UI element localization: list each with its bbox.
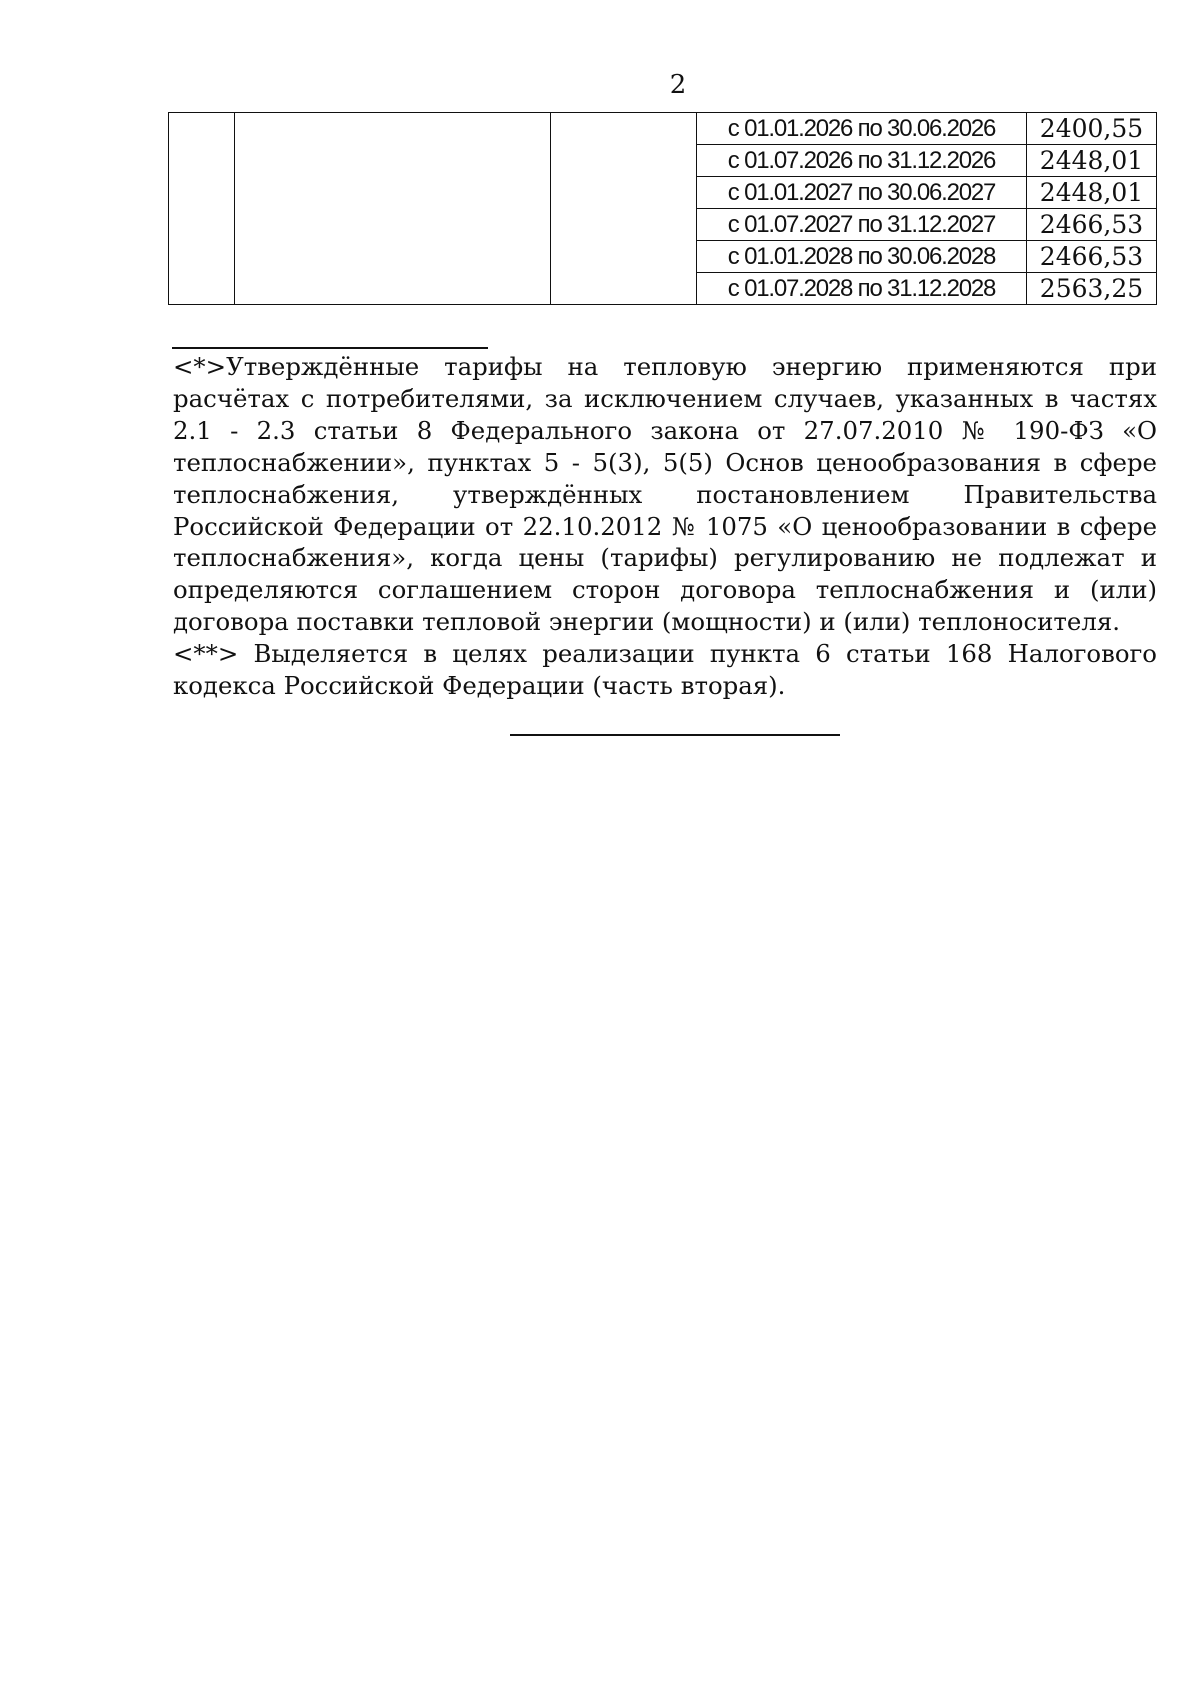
- footnote-two-star: <**> Выделяется в целях реализации пункта 6 статьи 168 Налогового кодекса Российской Федерации (часть вторая).: [173, 639, 1157, 701]
- tariff-value-cell: 2466,53: [1027, 241, 1157, 273]
- footnotes: [173, 351, 1157, 702]
- end-of-document-rule: [510, 734, 840, 736]
- tariff-table-body: [169, 113, 1157, 305]
- period-cell: с 01.07.2026 по 31.12.2026: [697, 145, 1027, 177]
- period-cell: с 01.01.2028 по 30.06.2028: [697, 241, 1027, 273]
- index-cell: [169, 113, 235, 305]
- period-cell: с 01.01.2026 по 30.06.2026: [697, 113, 1027, 145]
- unit-cell: [551, 113, 697, 305]
- footnote-separator: [172, 347, 488, 349]
- period-cell: с 01.01.2027 по 30.06.2027: [697, 177, 1027, 209]
- tariff-value-cell: 2448,01: [1027, 145, 1157, 177]
- tariff-value-cell: 2563,25: [1027, 273, 1157, 305]
- tariff-value-cell: 2400,55: [1027, 113, 1157, 145]
- table-row: [169, 113, 1157, 145]
- period-cell: с 01.07.2027 по 31.12.2027: [697, 209, 1027, 241]
- page-number: 2: [669, 70, 687, 100]
- period-cell: с 01.07.2028 по 31.12.2028: [697, 273, 1027, 305]
- footnote-one-star: <*>Утверждённые тарифы на тепловую энергию применяются при расчётах с потребителями, за исключением случаев, указанных в частях 2.1 - 2.3 статьи 8 Федерального закона от 27.07.2010 № 190-ФЗ «О теплоснабжении», пунктах 5 - 5(3), 5(5) Основ ценообразования в сфере теплоснабжения, утверждённых постановлением Правительства Российской Федерации от 22.10.2012 № 1075 «О ценообразовании в сфере теплоснабжения», когда цены (тарифы) регулированию не подлежат и определяются соглашением сторон договора теплоснабжения и (или) договора поставки тепловой энергии (мощности) и (или) теплоносителя.: [173, 352, 1157, 637]
- name-cell: [235, 113, 551, 305]
- tariff-value-cell: 2448,01: [1027, 177, 1157, 209]
- tariff-value-cell: 2466,53: [1027, 209, 1157, 241]
- tariff-table: [168, 112, 1157, 305]
